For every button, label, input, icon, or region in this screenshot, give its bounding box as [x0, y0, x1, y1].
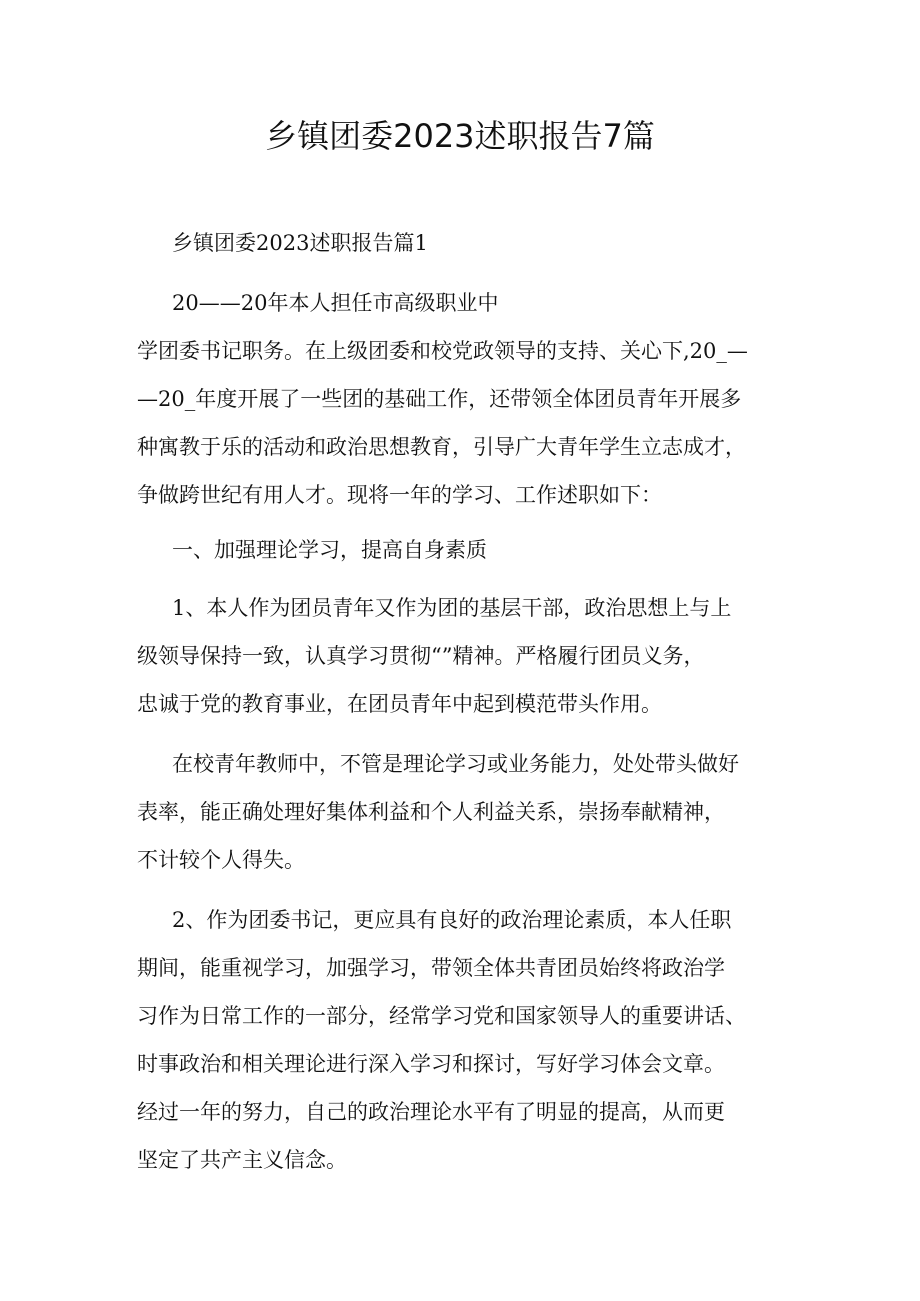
paragraph-line: 忠诚于党的教育事业，在团员青年中起到模范带头作用。: [137, 692, 662, 716]
paragraph-line: 20——20年本人担任市高级职业中: [172, 291, 499, 315]
paragraph-line: 学团委书记职务。在上级团委和校党政领导的支持、关心下,20_—: [137, 339, 748, 363]
paragraph-line: 不计较个人得失。: [137, 848, 305, 872]
paragraph-line: 表率，能正确处理好集体利益和个人利益关系，崇扬奉献精神，: [137, 800, 725, 824]
paragraph-line: 习作为日常工作的一部分，经常学习党和国家领导人的重要讲话、: [137, 1004, 746, 1028]
section-heading: 乡镇团委2023述职报告篇1: [172, 231, 428, 255]
paragraph-line: 在校青年教师中，不管是理论学习或业务能力，处处带头做好: [172, 752, 739, 776]
section-heading: 一、加强理论学习，提高自身素质: [172, 538, 487, 562]
paragraph-line: 期间，能重视学习，加强学习，带领全体共青团员始终将政治学: [137, 956, 725, 980]
paragraph-line: 2、作为团委书记，更应具有良好的政治理论素质，本人任职: [172, 908, 732, 932]
paragraph-line: 经过一年的努力，自己的政治理论水平有了明显的提高，从而更: [137, 1100, 725, 1124]
document-title: 乡镇团委2023述职报告7篇: [265, 117, 655, 155]
paragraph-line: 坚定了共产主义信念。: [137, 1148, 347, 1172]
paragraph-line: 争做跨世纪有用人才。现将一年的学习、工作述职如下：: [137, 483, 662, 507]
paragraph-line: 级领导保持一致，认真学习贯彻“”精神。严格履行团员义务，: [137, 644, 705, 668]
paragraph-line: —20_年度开展了一些团的基础工作，还带领全体团员青年开展多: [137, 387, 742, 411]
paragraph-line: 时事政治和相关理论进行深入学习和探讨，写好学习体会文章。: [137, 1052, 725, 1076]
paragraph-line: 1、本人作为团员青年又作为团的基层干部，政治思想上与上: [172, 596, 732, 620]
paragraph-line: 种寓教于乐的活动和政治思想教育，引导广大青年学生立志成才，: [137, 435, 746, 459]
